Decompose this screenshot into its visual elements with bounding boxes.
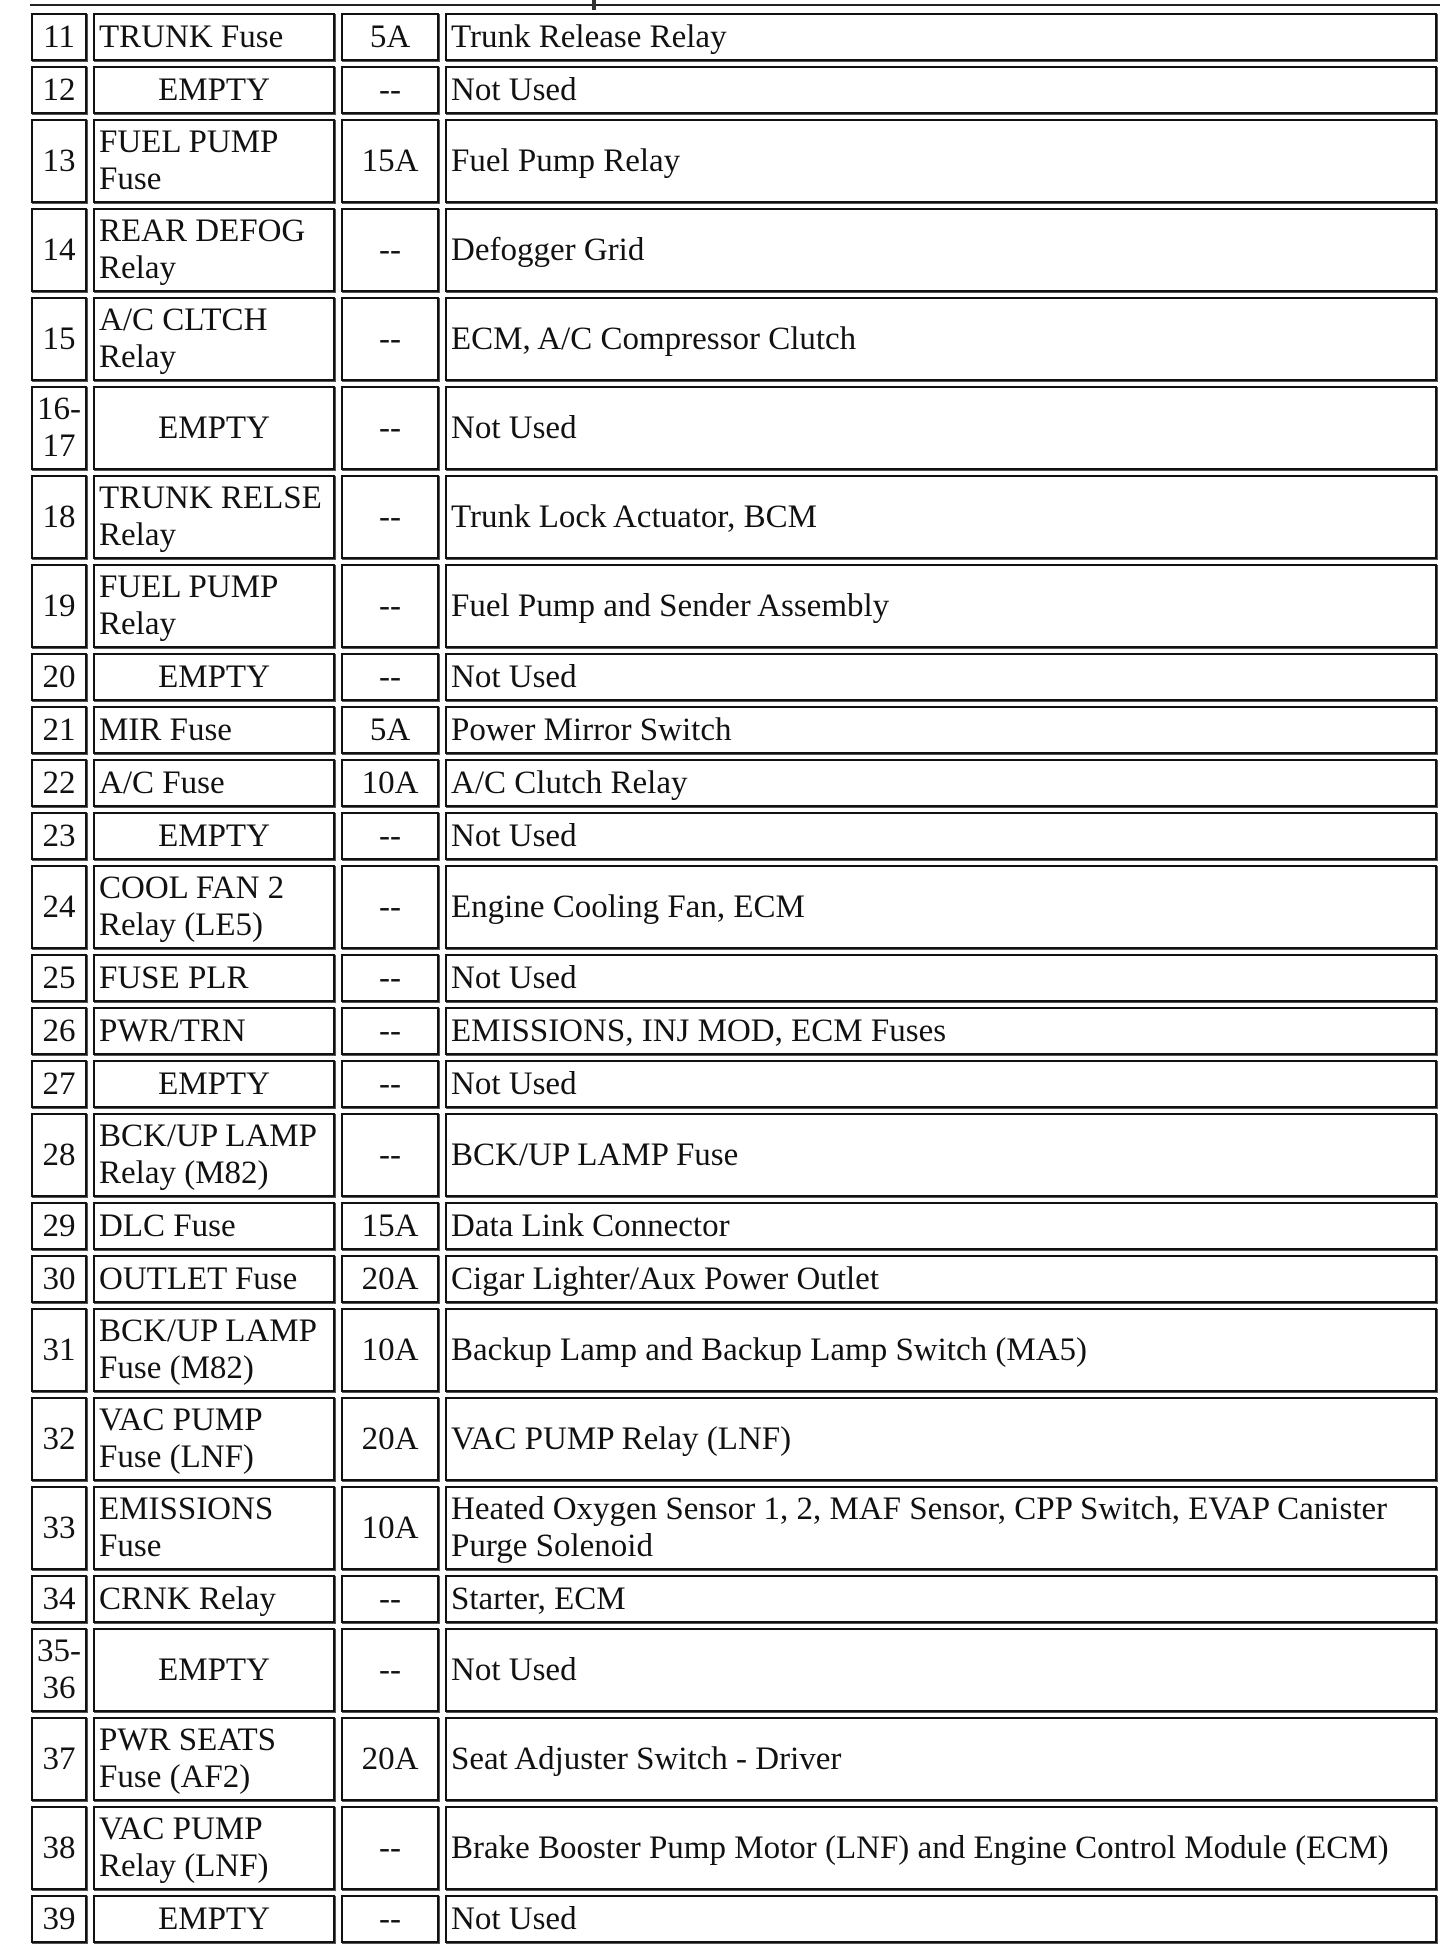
fuse-number-cell: [31, 1806, 87, 1890]
fuse-number-cell: [31, 653, 87, 701]
fuse-rating-cell: 15A: [341, 1202, 439, 1250]
fuse-name-line: DLC Fuse: [99, 1207, 236, 1244]
fuse-rating-cell: --: [341, 1060, 439, 1108]
circuit-description-cell: Trunk Lock Actuator, BCM: [445, 475, 1437, 559]
fuse-name-line: FUSE PLR: [99, 959, 249, 996]
fuse-number-line: 35-: [37, 1633, 81, 1669]
fuse-number-cell: [31, 1308, 87, 1392]
circuit-description-cell: A/C Clutch Relay: [445, 759, 1437, 807]
fuse-number-cell: [31, 1060, 87, 1108]
fuse-name-line: EMPTY: [158, 409, 270, 446]
fuse-name-line: Relay: [99, 250, 176, 286]
fuse-name-line: A/C Fuse: [99, 764, 225, 801]
fuse-name-line: Fuse (M82): [99, 1350, 254, 1386]
fuse-number-line: 16-: [37, 391, 81, 427]
fuse-name-cell: [93, 119, 335, 203]
fuse-number-line: 13: [42, 142, 76, 179]
fuse-name-line: Fuse: [99, 161, 162, 197]
circuit-description-cell: Backup Lamp and Backup Lamp Switch (MA5): [445, 1308, 1437, 1392]
table-row: [31, 1397, 1437, 1481]
fuse-number-line: 29: [42, 1207, 76, 1244]
fuse-number-cell: [31, 1895, 87, 1943]
fuse-number-cell: [31, 119, 87, 203]
fuse-number-cell: [31, 812, 87, 860]
fuse-number-cell: [31, 1397, 87, 1481]
fuse-name-cell: [93, 1575, 335, 1623]
fuse-rating-cell: 10A: [341, 1308, 439, 1392]
fuse-rating-cell: 5A: [341, 706, 439, 754]
fuse-number-cell: [31, 564, 87, 648]
fuse-number-line: 17: [42, 428, 76, 464]
table-row: [31, 1717, 1437, 1801]
table-row: [31, 386, 1437, 470]
circuit-description-cell: BCK/UP LAMP Fuse: [445, 1113, 1437, 1197]
fuse-name-line: EMPTY: [158, 658, 270, 695]
fuse-rating-cell: --: [341, 1575, 439, 1623]
fuse-name-cell: [93, 208, 335, 292]
table-row: [31, 1628, 1437, 1712]
circuit-description-cell: Fuel Pump and Sender Assembly: [445, 564, 1437, 648]
fuse-rating-cell: 10A: [341, 759, 439, 807]
fuse-number-line: 15: [42, 320, 76, 357]
fuse-name-line: BCK/UP LAMP: [99, 1118, 317, 1154]
fuse-name-cell: [93, 386, 335, 470]
fuse-name-line: A/C CLTCH: [99, 302, 268, 338]
fuse-number-line: 24: [42, 888, 76, 925]
circuit-description-cell: Heated Oxygen Sensor 1, 2, MAF Sensor, CPP Switch, EVAP Canister Purge Solenoid: [445, 1486, 1437, 1570]
circuit-description-cell: ECM, A/C Compressor Clutch: [445, 297, 1437, 381]
fuse-number-cell: [31, 1113, 87, 1197]
fuse-name-cell: [93, 1308, 335, 1392]
table-row: [31, 1308, 1437, 1392]
circuit-description-cell: Brake Booster Pump Motor (LNF) and Engine Control Module (ECM): [445, 1806, 1437, 1890]
fuse-number-line: 12: [42, 71, 76, 108]
fuse-name-cell: [93, 1113, 335, 1197]
fuse-name-line: FUEL PUMP: [99, 124, 279, 160]
fuse-name-cell: [93, 954, 335, 1002]
table-row: [31, 1806, 1437, 1890]
fuse-number-cell: [31, 297, 87, 381]
fuse-name-cell: [93, 1007, 335, 1055]
fuse-name-cell: [93, 706, 335, 754]
table-row: [31, 865, 1437, 949]
fuse-name-line: Relay: [99, 517, 176, 553]
fuse-number-line: 26: [42, 1012, 76, 1049]
fuse-number-cell: [31, 1628, 87, 1712]
fuse-name-cell: [93, 812, 335, 860]
fuse-number-cell: [31, 13, 87, 61]
fuse-name-line: TRUNK Fuse: [99, 18, 284, 55]
fuse-number-line: 11: [43, 18, 75, 55]
fuse-rating-cell: --: [341, 1895, 439, 1943]
fuse-number-line: 18: [42, 498, 76, 535]
table-row: [31, 1007, 1437, 1055]
fuse-name-cell: [93, 475, 335, 559]
circuit-description-cell: VAC PUMP Relay (LNF): [445, 1397, 1437, 1481]
fuse-number-cell: [31, 865, 87, 949]
fuse-name-cell: [93, 1806, 335, 1890]
table-row: [31, 66, 1437, 114]
fuse-number-line: 31: [42, 1331, 76, 1368]
fuse-rating-cell: --: [341, 1806, 439, 1890]
circuit-description-cell: Not Used: [445, 653, 1437, 701]
fuse-name-line: OUTLET Fuse: [99, 1260, 298, 1297]
fuse-rating-cell: --: [341, 208, 439, 292]
circuit-description-cell: Not Used: [445, 1895, 1437, 1943]
fuse-name-line: Relay (LE5): [99, 907, 264, 943]
table-row: [31, 1113, 1437, 1197]
fuse-number-line: 39: [42, 1900, 76, 1937]
fuse-name-line: FUEL PUMP: [99, 569, 279, 605]
fuse-number-cell: [31, 66, 87, 114]
table-row: [31, 1486, 1437, 1570]
table-row: [31, 564, 1437, 648]
fuse-name-cell: [93, 1202, 335, 1250]
fuse-name-line: Relay: [99, 606, 176, 642]
fuse-rating-cell: --: [341, 1007, 439, 1055]
fuse-number-line: 33: [42, 1509, 76, 1546]
fuse-number-cell: [31, 1486, 87, 1570]
fuse-rating-cell: --: [341, 297, 439, 381]
circuit-description-cell: Engine Cooling Fan, ECM: [445, 865, 1437, 949]
table-row: [31, 954, 1437, 1002]
fuse-rating-cell: 20A: [341, 1397, 439, 1481]
fuse-rating-cell: --: [341, 66, 439, 114]
fuse-rating-cell: --: [341, 812, 439, 860]
fuse-number-line: 34: [42, 1580, 76, 1617]
table-row: [31, 1895, 1437, 1943]
fuse-number-line: 19: [42, 587, 76, 624]
table-row: [31, 1202, 1437, 1250]
circuit-description-cell: Trunk Release Relay: [445, 13, 1437, 61]
circuit-description-cell: Power Mirror Switch: [445, 706, 1437, 754]
fuse-number-cell: [31, 1007, 87, 1055]
fuse-name-line: Fuse (AF2): [99, 1759, 251, 1795]
fuse-number-cell: [31, 208, 87, 292]
table-row: [31, 475, 1437, 559]
fuse-name-cell: [93, 297, 335, 381]
circuit-description-cell: Fuel Pump Relay: [445, 119, 1437, 203]
circuit-description-cell: Not Used: [445, 812, 1437, 860]
table-row: [31, 297, 1437, 381]
fuse-number-line: 21: [42, 711, 76, 748]
fuse-name-cell: [93, 1717, 335, 1801]
fuse-name-line: Fuse (LNF): [99, 1439, 254, 1475]
circuit-description-cell: Seat Adjuster Switch - Driver: [445, 1717, 1437, 1801]
fuse-name-cell: [93, 1397, 335, 1481]
fuse-name-line: EMPTY: [158, 817, 270, 854]
circuit-description-cell: Cigar Lighter/Aux Power Outlet: [445, 1255, 1437, 1303]
circuit-description-cell: EMISSIONS, INJ MOD, ECM Fuses: [445, 1007, 1437, 1055]
fuse-name-line: COOL FAN 2: [99, 870, 285, 906]
fuse-name-cell: [93, 1255, 335, 1303]
fuse-name-cell: [93, 564, 335, 648]
fuse-number-cell: [31, 475, 87, 559]
fuse-number-cell: [31, 1255, 87, 1303]
fuse-name-line: BCK/UP LAMP: [99, 1313, 317, 1349]
fuse-name-cell: [93, 1895, 335, 1943]
fuse-rating-cell: --: [341, 865, 439, 949]
circuit-description-cell: Not Used: [445, 1628, 1437, 1712]
fuse-number-line: 14: [42, 231, 76, 268]
table-row: [31, 119, 1437, 203]
fuse-table-page: [28, 8, 1440, 1948]
fuse-name-line: VAC PUMP: [99, 1402, 263, 1438]
fuse-rating-cell: --: [341, 1628, 439, 1712]
table-row: [31, 1255, 1437, 1303]
fuse-number-line: 20: [42, 658, 76, 695]
fuse-rating-cell: --: [341, 954, 439, 1002]
top-rule: [30, 4, 1440, 6]
fuse-number-line: 38: [42, 1829, 76, 1866]
table-row: [31, 1060, 1437, 1108]
fuse-name-cell: [93, 759, 335, 807]
fuse-number-cell: [31, 1202, 87, 1250]
fuse-name-line: PWR/TRN: [99, 1012, 246, 1049]
circuit-description-cell: Not Used: [445, 386, 1437, 470]
fuse-name-line: EMISSIONS: [99, 1491, 274, 1527]
fuse-name-line: PWR SEATS: [99, 1722, 276, 1758]
table-row: [31, 812, 1437, 860]
circuit-description-cell: Not Used: [445, 66, 1437, 114]
fuse-name-line: Relay (M82): [99, 1155, 269, 1191]
fuse-number-line: 37: [42, 1740, 76, 1777]
fuse-number-line: 27: [42, 1065, 76, 1102]
table-row: [31, 1575, 1437, 1623]
fuse-rating-cell: --: [341, 475, 439, 559]
fuse-name-line: Fuse: [99, 1528, 162, 1564]
fuse-name-line: CRNK Relay: [99, 1580, 276, 1617]
fuse-rating-cell: --: [341, 1113, 439, 1197]
fuse-rating-cell: 15A: [341, 119, 439, 203]
table-row: [31, 653, 1437, 701]
fuse-number-line: 32: [42, 1420, 76, 1457]
fuse-name-cell: [93, 653, 335, 701]
table-row: [31, 13, 1437, 61]
fuse-rating-cell: --: [341, 386, 439, 470]
fuse-number-cell: [31, 1717, 87, 1801]
circuit-description-cell: Not Used: [445, 954, 1437, 1002]
fuse-name-cell: [93, 1628, 335, 1712]
fuse-name-line: VAC PUMP: [99, 1811, 263, 1847]
fuse-number-line: 28: [42, 1136, 76, 1173]
fuse-number-cell: [31, 706, 87, 754]
fuse-rating-cell: 10A: [341, 1486, 439, 1570]
circuit-description-cell: Starter, ECM: [445, 1575, 1437, 1623]
fuse-number-cell: [31, 954, 87, 1002]
fuse-name-line: EMPTY: [158, 1065, 270, 1102]
fuse-name-line: EMPTY: [158, 1651, 270, 1688]
table-row: [31, 208, 1437, 292]
circuit-description-cell: Data Link Connector: [445, 1202, 1437, 1250]
fuse-number-line: 30: [42, 1260, 76, 1297]
fuse-number-line: 22: [42, 764, 76, 801]
fuse-number-line: 25: [42, 959, 76, 996]
fuse-name-cell: [93, 1060, 335, 1108]
fuse-table-body: [31, 13, 1437, 1943]
fuse-name-line: MIR Fuse: [99, 711, 232, 748]
fuse-rating-cell: 20A: [341, 1255, 439, 1303]
fuse-number-cell: [31, 1575, 87, 1623]
fuse-name-line: Relay: [99, 339, 176, 375]
circuit-description-cell: Defogger Grid: [445, 208, 1437, 292]
fuse-name-cell: [93, 13, 335, 61]
fuse-number-line: 23: [42, 817, 76, 854]
fuse-name-cell: [93, 66, 335, 114]
table-row: [31, 706, 1437, 754]
fuse-name-line: REAR DEFOG: [99, 213, 306, 249]
fuse-rating-cell: --: [341, 653, 439, 701]
table-row: [31, 759, 1437, 807]
fuse-relay-table: [25, 8, 1443, 1948]
fuse-number-line: 36: [42, 1670, 76, 1706]
fuse-name-cell: [93, 1486, 335, 1570]
circuit-description-cell: Not Used: [445, 1060, 1437, 1108]
fuse-name-cell: [93, 865, 335, 949]
fuse-rating-cell: --: [341, 564, 439, 648]
fuse-number-cell: [31, 386, 87, 470]
fuse-name-line: Relay (LNF): [99, 1848, 269, 1884]
fuse-number-cell: [31, 759, 87, 807]
fuse-rating-cell: 20A: [341, 1717, 439, 1801]
fuse-name-line: TRUNK RELSE: [99, 480, 322, 516]
fuse-rating-cell: 5A: [341, 13, 439, 61]
fuse-name-line: EMPTY: [158, 1900, 270, 1937]
fuse-name-line: EMPTY: [158, 71, 270, 108]
